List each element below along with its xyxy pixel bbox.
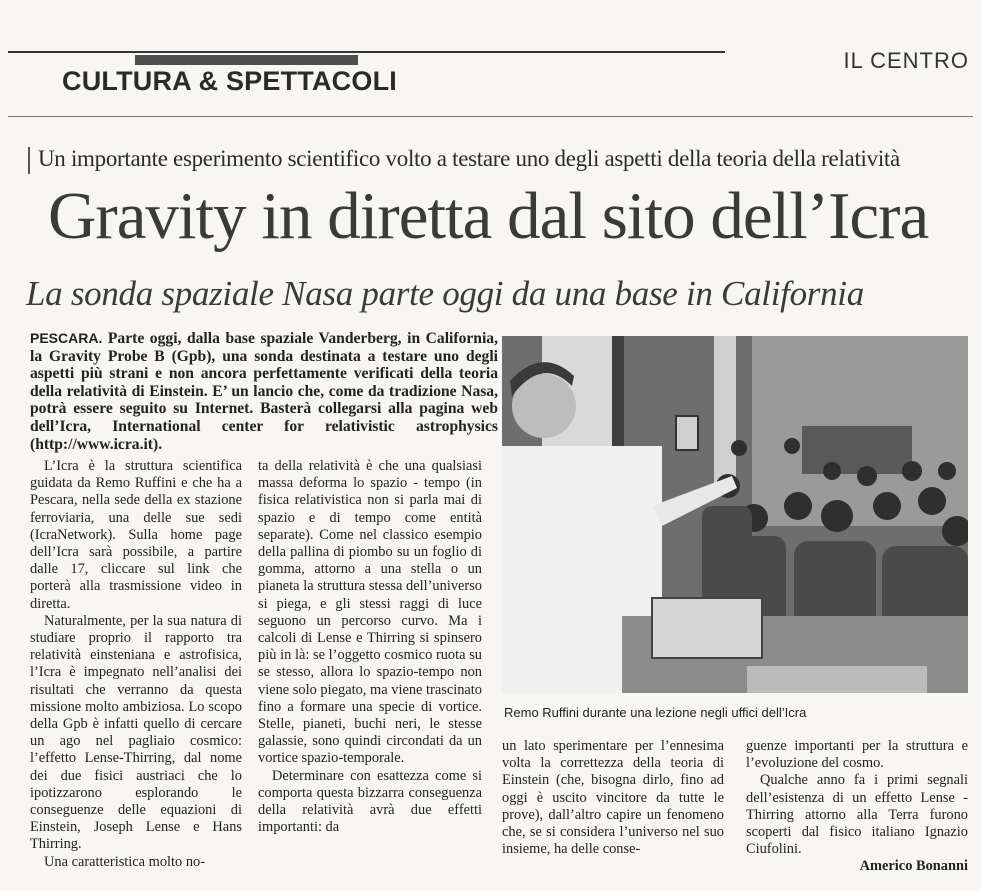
kicker-bar	[28, 147, 30, 174]
paragraph: ta della relatività è che una qualsiasi massa deforma lo spazio - tempo (in fisica relativistica non si parla mai di spazio e di tempo come entità separate). Come nel classico esempio della pallina di piombo su un foglio di gomma, attorno a una stella o un pianeta la struttura stessa dell’universo si piega, e gli stessi raggi di luce seguono un percorso curvo. Ma i calcoli di Lense e Thirring si spinsero più in là: se l’oggetto cosmico ruota su se stesso, allora lo spazio-tempo non viene solo piegato, ma viene trascinato fino a formare una specie di vortice. Stelle, pianeti, buchi neri, le stesse galassie, sono quindi circondati da un vortice spazio-temporale.	[258, 458, 482, 767]
article-column-2	[258, 458, 482, 836]
paragraph: Determinare con esattezza come si comporta questa bizzarra conseguenza della relatività avrà due effetti importanti: da	[258, 767, 482, 836]
top-rule	[8, 51, 725, 53]
newspaper-name: IL CENTRO	[843, 48, 969, 73]
article-column-3	[502, 738, 724, 858]
header-divider	[8, 116, 973, 117]
kicker: Un importante esperimento scientifico volto a testare uno degli aspetti della teoria della relatività	[38, 146, 900, 171]
photo-caption: Remo Ruffini durante una lezione negli uffici dell’Icra	[504, 705, 807, 720]
author-signature: Americo Bonanni	[859, 858, 968, 875]
paragraph: L’Icra è la struttura scientifica guidata da Remo Ruffini e che ha a Pescara, nella sede della ex stazione ferroviaria, una delle sue sedi (IcraNetwork). Sulla home page dell’Icra sarà possibile, a partire dalle 17, cliccare sul link che porterà alla trasmissione video in diretta.	[30, 458, 242, 612]
paragraph: un lato sperimentare per l’ennesima volta la correttezza della teoria di Einstein (che, bisogna dirlo, fino ad oggi è uscito vincitore da tutte le prove), dall’altro capire un fenomeno che, se si considera l’universo nel suo insieme, ha delle conse-	[502, 738, 724, 858]
lead-text: Parte oggi, dalla base spaziale Vanderberg, in California, la Gravity Probe B (Gpb), una sonda destinata a testare uno degli aspetti più strani e non ancora perfettamente verificati della teoria della relatività di Einstein. E’ un lancio che, come da tradizione Nasa, potrà essere seguito su Internet. Basterà collegarsi alla pagina web dell’Icra, International center for relativistic astrophysics (http://www.icra.it).	[30, 330, 498, 453]
paragraph: Una caratteristica molto no-	[44, 853, 206, 870]
section-title: CULTURA & SPETTACOLI	[62, 66, 397, 96]
article-photo	[502, 336, 968, 693]
lead-location: PESCARA.	[30, 330, 103, 346]
section-bar	[135, 55, 358, 65]
article-column-4	[746, 738, 968, 876]
subheadline: La sonda spaziale Nasa parte oggi da una base in California	[26, 274, 864, 313]
paragraph: Qualche anno fa i primi segnali dell’esistenza di un effetto Lense - Thirring attorno alla Terra furono scoperti dal fisico italiano Ignazio Ciufolini.	[746, 772, 968, 858]
paragraph: guenze importanti per la struttura e l’evoluzione del cosmo.	[746, 738, 968, 772]
article-column-1	[30, 458, 242, 871]
lead-paragraph	[30, 330, 498, 453]
paragraph: Naturalmente, per la sua natura di studiare proprio il rapporto tra relatività einsteniana e astrofisica, l’Icra è impegnato nell’analisi dei risultati che verranno da questa missione molto ambiziosa. Lo scopo della Gpb è infatti quello di cercare un ago nel pagliaio cosmico: l’effetto Lense-Thirring, dal nome dei due fisici austriaci che lo ipotizzarono esplorando le conseguenze delle equazioni di Einstein, Joseph Lense e Hans Thirring.	[30, 612, 242, 853]
headline: Gravity in diretta dal sito dell’Icra	[48, 179, 929, 253]
lecture-photo-illustration	[502, 336, 968, 693]
